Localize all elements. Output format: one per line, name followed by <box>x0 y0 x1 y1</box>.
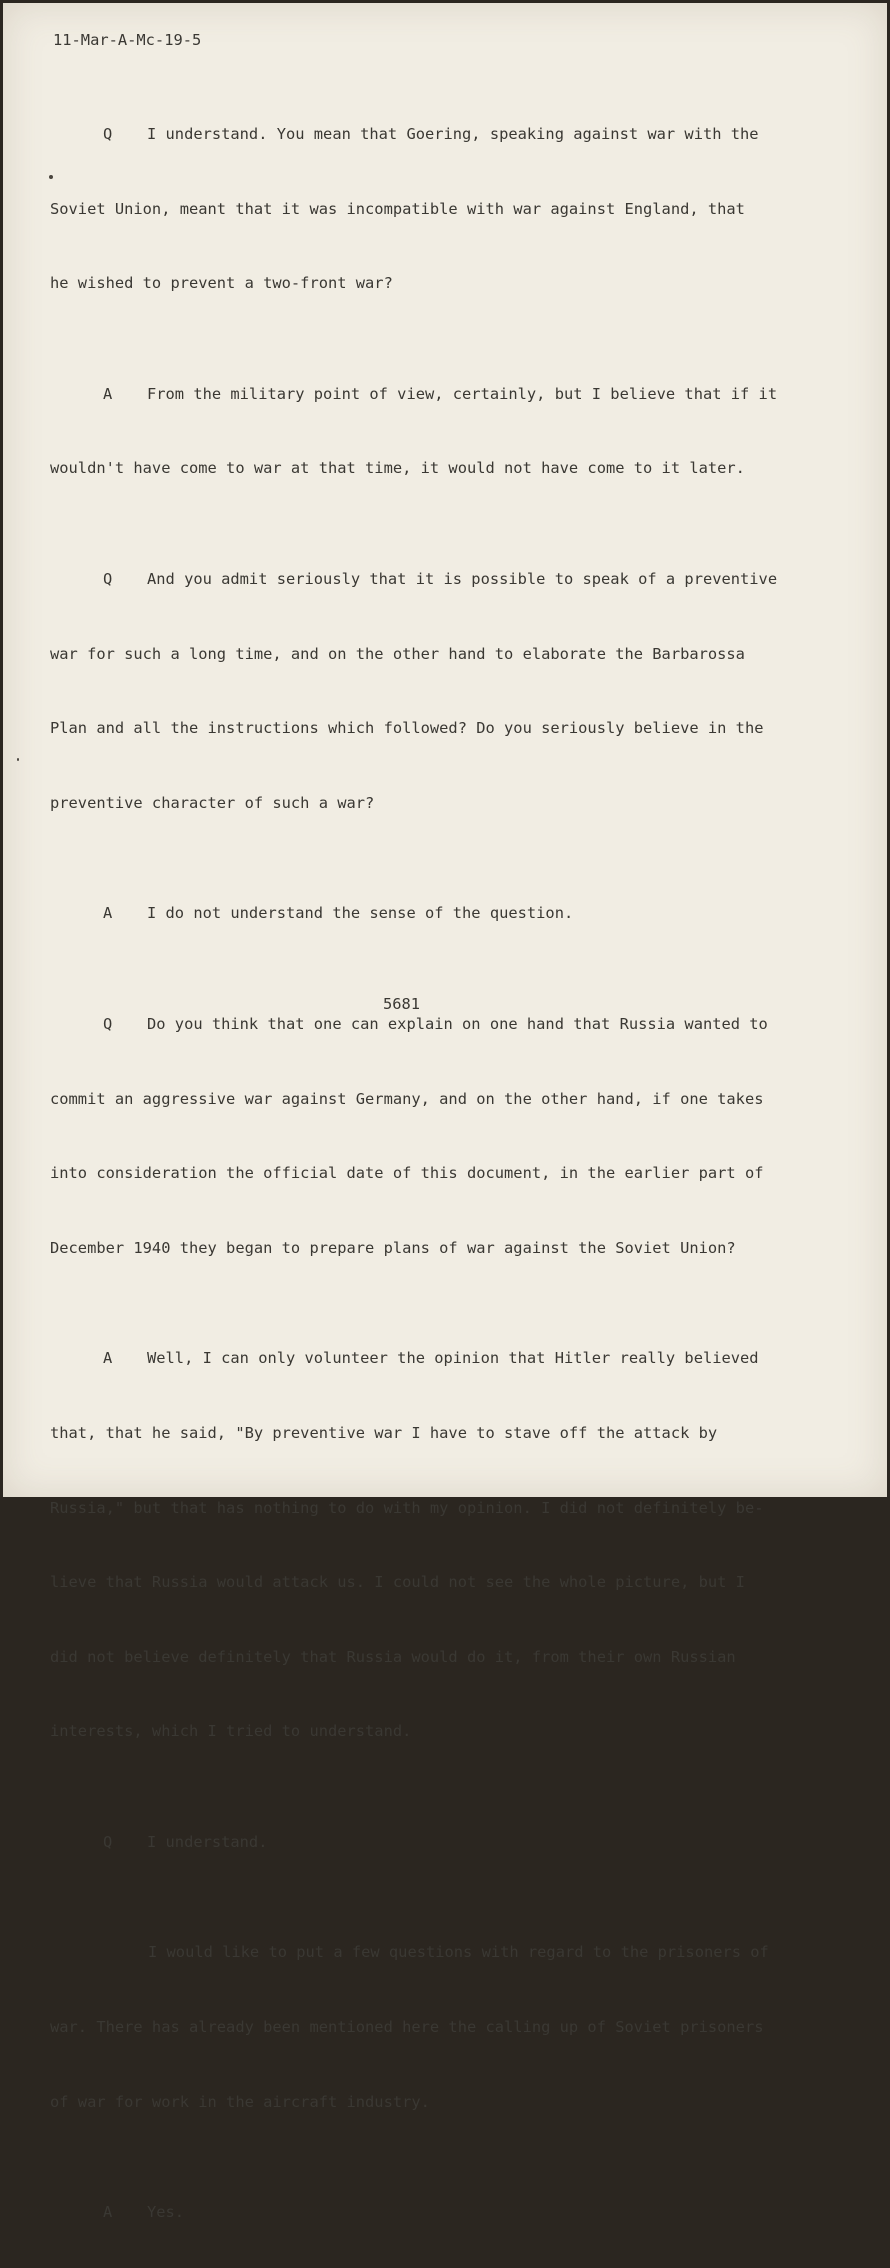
transcript-line: And you admit seriously that it is possible to speak of a preventive <box>147 569 778 588</box>
transcript-line: Yes. <box>147 2203 185 2222</box>
paragraph-first-line <box>50 375 830 414</box>
transcript-line: Plan and all the instructions which followed? Do you seriously believe in the <box>50 719 764 738</box>
transcript-line: I do not understand the sense of the question. <box>147 904 574 923</box>
speaker-label: Q <box>103 569 113 588</box>
transcript-line: war. There has already been mentioned here the calling up of Soviet prisoners <box>50 2018 764 2037</box>
ink-speck <box>17 758 19 761</box>
transcript-line: I understand. <box>147 1832 268 1851</box>
transcript-line: preventive character of such a war? <box>50 793 375 812</box>
transcript-line: wouldn't have come to war at that time, it would not have come to it later. <box>50 459 745 478</box>
transcript-line: I understand. You mean that Goering, speaking against war with the <box>147 125 759 143</box>
speaker-label: Q <box>103 125 113 143</box>
transcript-line: into consideration the official date of this document, in the earlier part of <box>50 1164 764 1183</box>
transcript-line: war for such a long time, and on the other hand to elaborate the Barbarossa <box>50 644 745 663</box>
transcript-line: lieve that Russia would attack us. I could not see the whole picture, but I <box>50 1573 745 1592</box>
paragraph-first-line <box>50 894 830 933</box>
transcript-line: Well, I can only volunteer the opinion that Hitler really believed <box>147 1349 759 1368</box>
speaker-label: A <box>103 1349 113 1368</box>
transcript-body <box>50 61 830 2268</box>
transcript-line: of war for work in the aircraft industry. <box>50 2092 430 2111</box>
transcript-line: he wished to prevent a two-front war? <box>50 274 393 293</box>
speaker-label: A <box>103 904 113 923</box>
transcript-line: Russia," but that has nothing to do with my opinion. I did not definitely be- <box>50 1498 764 1517</box>
page-number: 5681 <box>383 995 421 1013</box>
paragraph-first-line <box>50 1005 830 1044</box>
transcript-line: I would like to put a few questions with regard to the prisoners of <box>148 1943 769 1962</box>
transcript-line: Soviet Union, meant that it was incompatible with war against England, that <box>50 199 745 218</box>
transcript-line: December 1940 they began to prepare plans of war against the Soviet Union? <box>50 1238 736 1257</box>
transcript-line: commit an aggressive war against Germany, and on the other hand, if one takes <box>50 1089 764 1108</box>
ink-speck <box>49 175 53 179</box>
speaker-label: A <box>103 2203 113 2222</box>
transcript-line: From the military point of view, certainly, but I believe that if it <box>147 384 778 403</box>
transcript-line: did not believe definitely that Russia would do it, from their own Russian <box>50 1647 736 1666</box>
paragraph-first-line <box>50 1823 830 1862</box>
speaker-label: Q <box>103 1014 113 1033</box>
paragraph-first-line <box>50 2193 830 2232</box>
paragraph-first-line <box>50 115 830 154</box>
paragraph-first-line <box>50 560 830 599</box>
speaker-label: Q <box>103 1832 113 1851</box>
document-reference: 11-Mar-A-Mc-19-5 <box>53 31 202 49</box>
transcript-line: that, that he said, "By preventive war I have to stave off the attack by <box>50 1423 718 1442</box>
transcript-line: Do you think that one can explain on one hand that Russia wanted to <box>147 1014 768 1033</box>
paragraph-first-line <box>50 1339 830 1378</box>
transcript-line: interests, which I tried to understand. <box>50 1722 412 1741</box>
document-page <box>3 3 887 2222</box>
speaker-label: A <box>103 384 113 403</box>
